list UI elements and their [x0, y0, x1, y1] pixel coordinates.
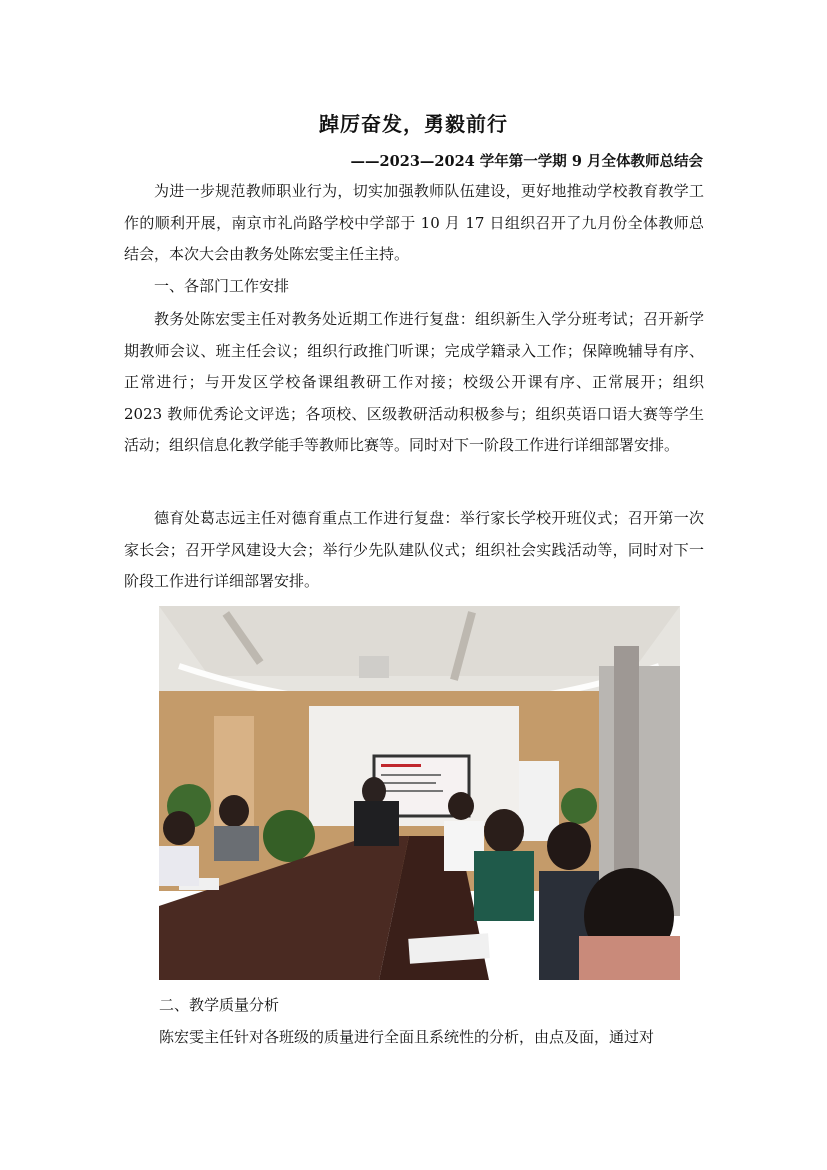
paragraph-quality-analysis: 陈宏雯主任针对各班级的质量进行全面且系统性的分析，由点及面，通过对: [159, 1028, 655, 1046]
paragraph-moral-education: 德育处葛志远主任对德育重点工作进行复盘：举行家长学校开班仪式；召开第一次家长会；召开学风建设大会；举行少先队建队仪式；组织社会实践活动等，同时对下一阶段工作进行详细部署安排。: [124, 509, 704, 590]
page-title: 踔厉奋发，勇毅前行: [319, 112, 508, 136]
meeting-room-photo: [159, 606, 680, 980]
page-subtitle: ——2023—2024 学年第一学期 9 月全体教师总结会: [350, 153, 703, 170]
section-heading-2: 二、教学质量分析: [159, 996, 280, 1014]
paragraph-intro: 为进一步规范教师职业行为，切实加强教师队伍建设，更好地推动学校教育教学工作的顺利开展，南京市礼尚路学校中学部于 10 月 17 日组织召开了九月份全体教师总结会，本次大会由教务处陈宏雯主任主持。: [124, 182, 704, 263]
section-heading-1: 一、各部门工作安排: [154, 277, 290, 295]
paragraph-academic-affairs: 教务处陈宏雯主任对教务处近期工作进行复盘：组织新生入学分班考试；召开新学期教师会议、班主任会议；组织行政推门听课；完成学籍录入工作；保障晚辅导有序、正常进行；与开发区学校备课组教研工作对接；校级公开课有序、正常展开；组织 2023 教师优秀论文评选；各项校、区级教研活动积极参与；组织英语口语大赛等学生活动；组织信息化教学能手等教师比赛等。同时对下一阶段工作进行详细部署安排。: [124, 310, 704, 454]
